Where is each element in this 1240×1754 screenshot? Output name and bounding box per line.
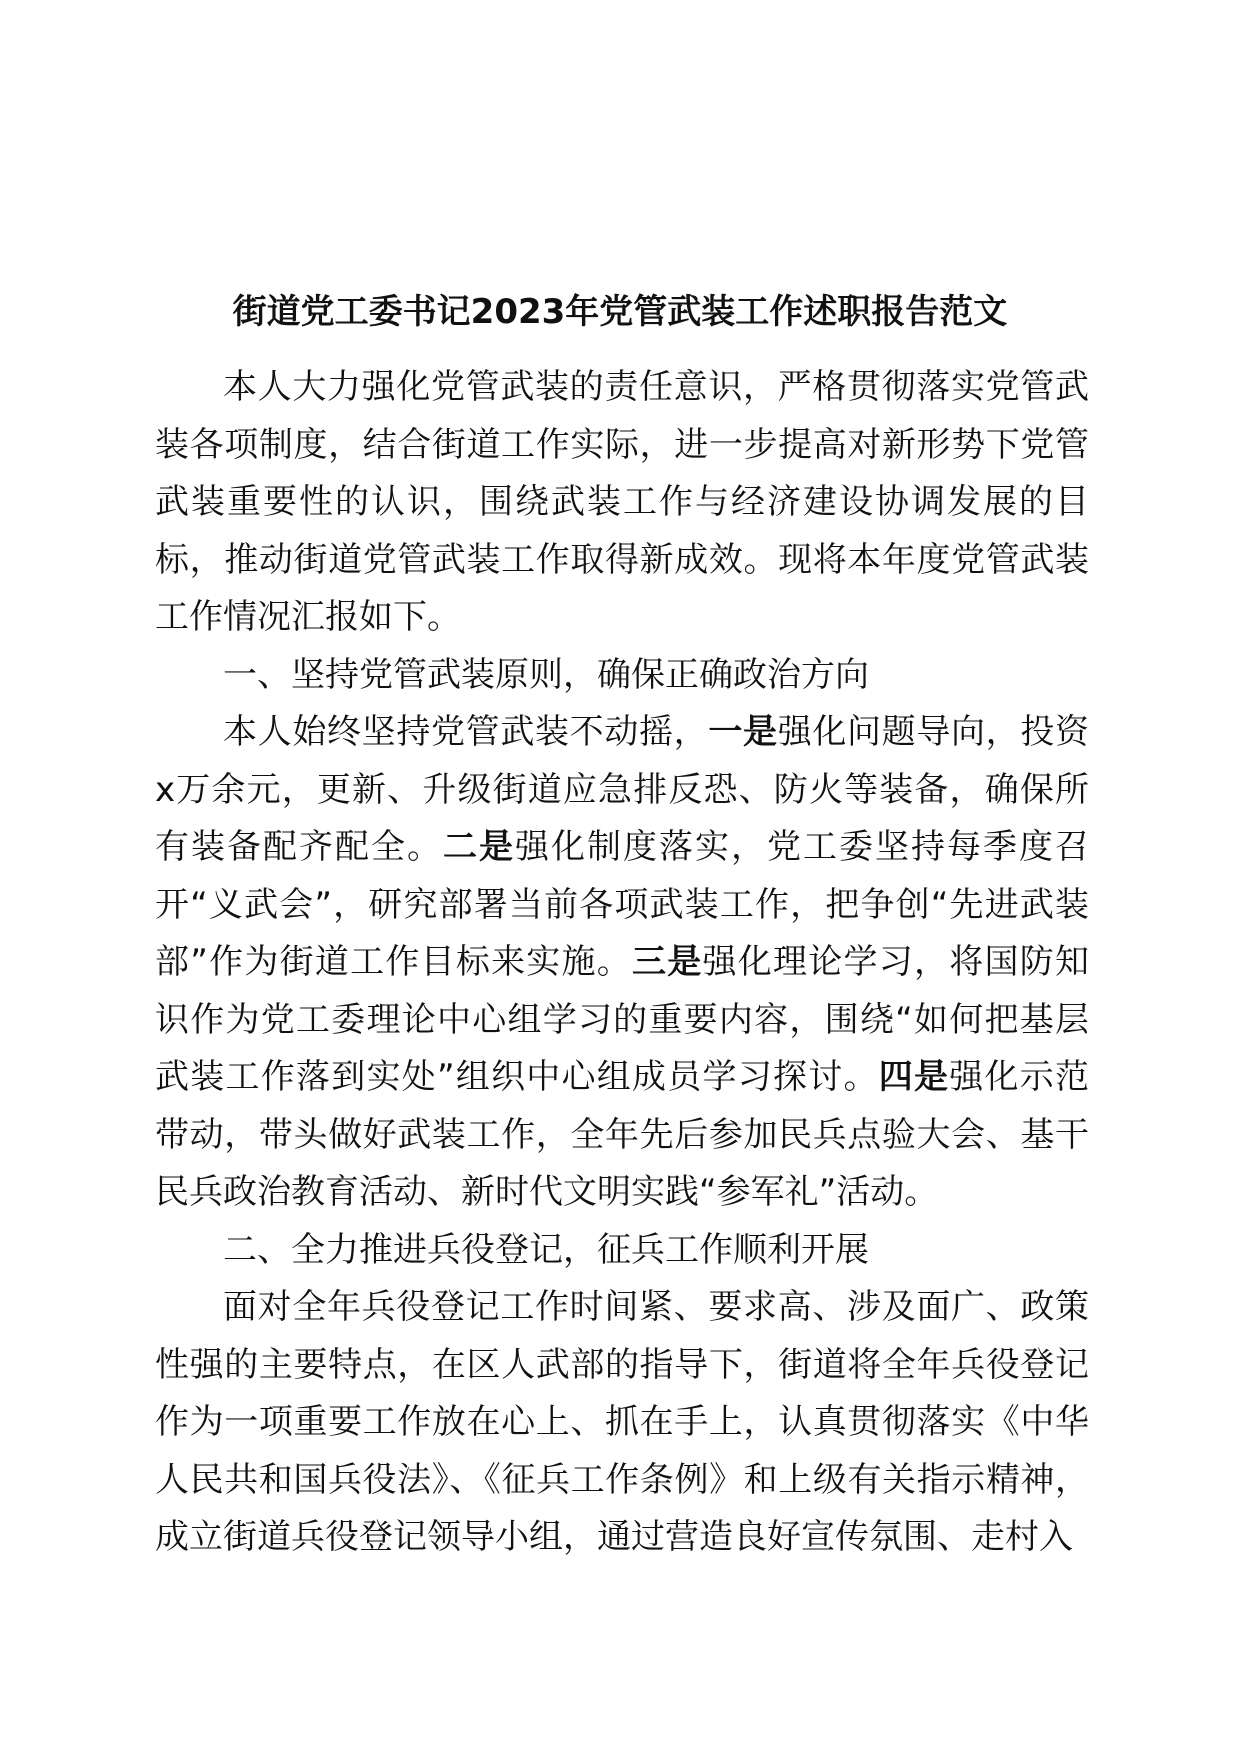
paragraph-text: 强化问题导向，投资x万余元，更新、升级街道应急排反恐、防火等装备，确保所有装备配齐配全。 [155, 712, 1090, 867]
section-heading-text: 二、全力推进兵役登记，征兵工作顺利开展 [223, 1229, 869, 1270]
paragraph-text: 面对全年兵役登记工作时间紧、要求高、涉及面广、政策性强的主要特点，在区人武部的指导下，街道将全年兵役登记作为一项重要工作放在心上、抓在手上，认真贯彻落实《中华人民共和国兵役法》、《征兵工作条例》和上级有关指示精神，成立街道兵役登记领导小组，通过营造良好宣传氛围、走村入 [155, 1287, 1089, 1557]
paragraph-text: 强化理论学习，将国防知识作为党工委理论中心组学习的重要内容，围绕“如何把基层武装工作落到实处”组织中心组成员学习探讨。 [155, 942, 1089, 1097]
section-heading-1 [155, 647, 1089, 705]
section-heading-2 [155, 1222, 1089, 1280]
bold-keyword: 二是 [443, 827, 515, 867]
paragraph-text: 本人大力强化党管武装的责任意识，严格贯彻落实党管武装各项制度，结合街道工作实际，进一步提高对新形势下党管武装重要性的认识，围绕武装工作与经济建设协调发展的目标，推动街道党管武装工作取得新成效。现将本年度党管武装工作情况汇报如下。 [155, 367, 1089, 637]
paragraph-text: 本人始终坚持党管武装不动摇， [223, 712, 709, 752]
paragraph-text: 强化制度落实，党工委坚持每季度召开“义武会”，研究部署当前各项武装工作，把争创“先进武装部”作为街道工作目标来实施。 [155, 827, 1089, 982]
paragraph-text: 强化示范带动，带头做好武装工作，全年先后参加民兵点验大会、基干民兵政治教育活动、新时代文明实践“参军礼”活动。 [155, 1057, 1090, 1212]
paragraph-section-1 [155, 704, 1089, 1222]
paragraph-section-2 [155, 1279, 1089, 1567]
document-title: 街道党工委书记2023年党管武装工作述职报告范文 [232, 292, 1008, 332]
bold-keyword: 四是 [878, 1057, 950, 1097]
paragraph-intro [155, 359, 1089, 647]
bold-keyword: 三是 [632, 942, 703, 982]
document-body [155, 359, 1089, 1567]
section-heading-text: 一、坚持党管武装原则，确保正确政治方向 [223, 654, 869, 695]
bold-keyword: 一是 [708, 712, 778, 752]
